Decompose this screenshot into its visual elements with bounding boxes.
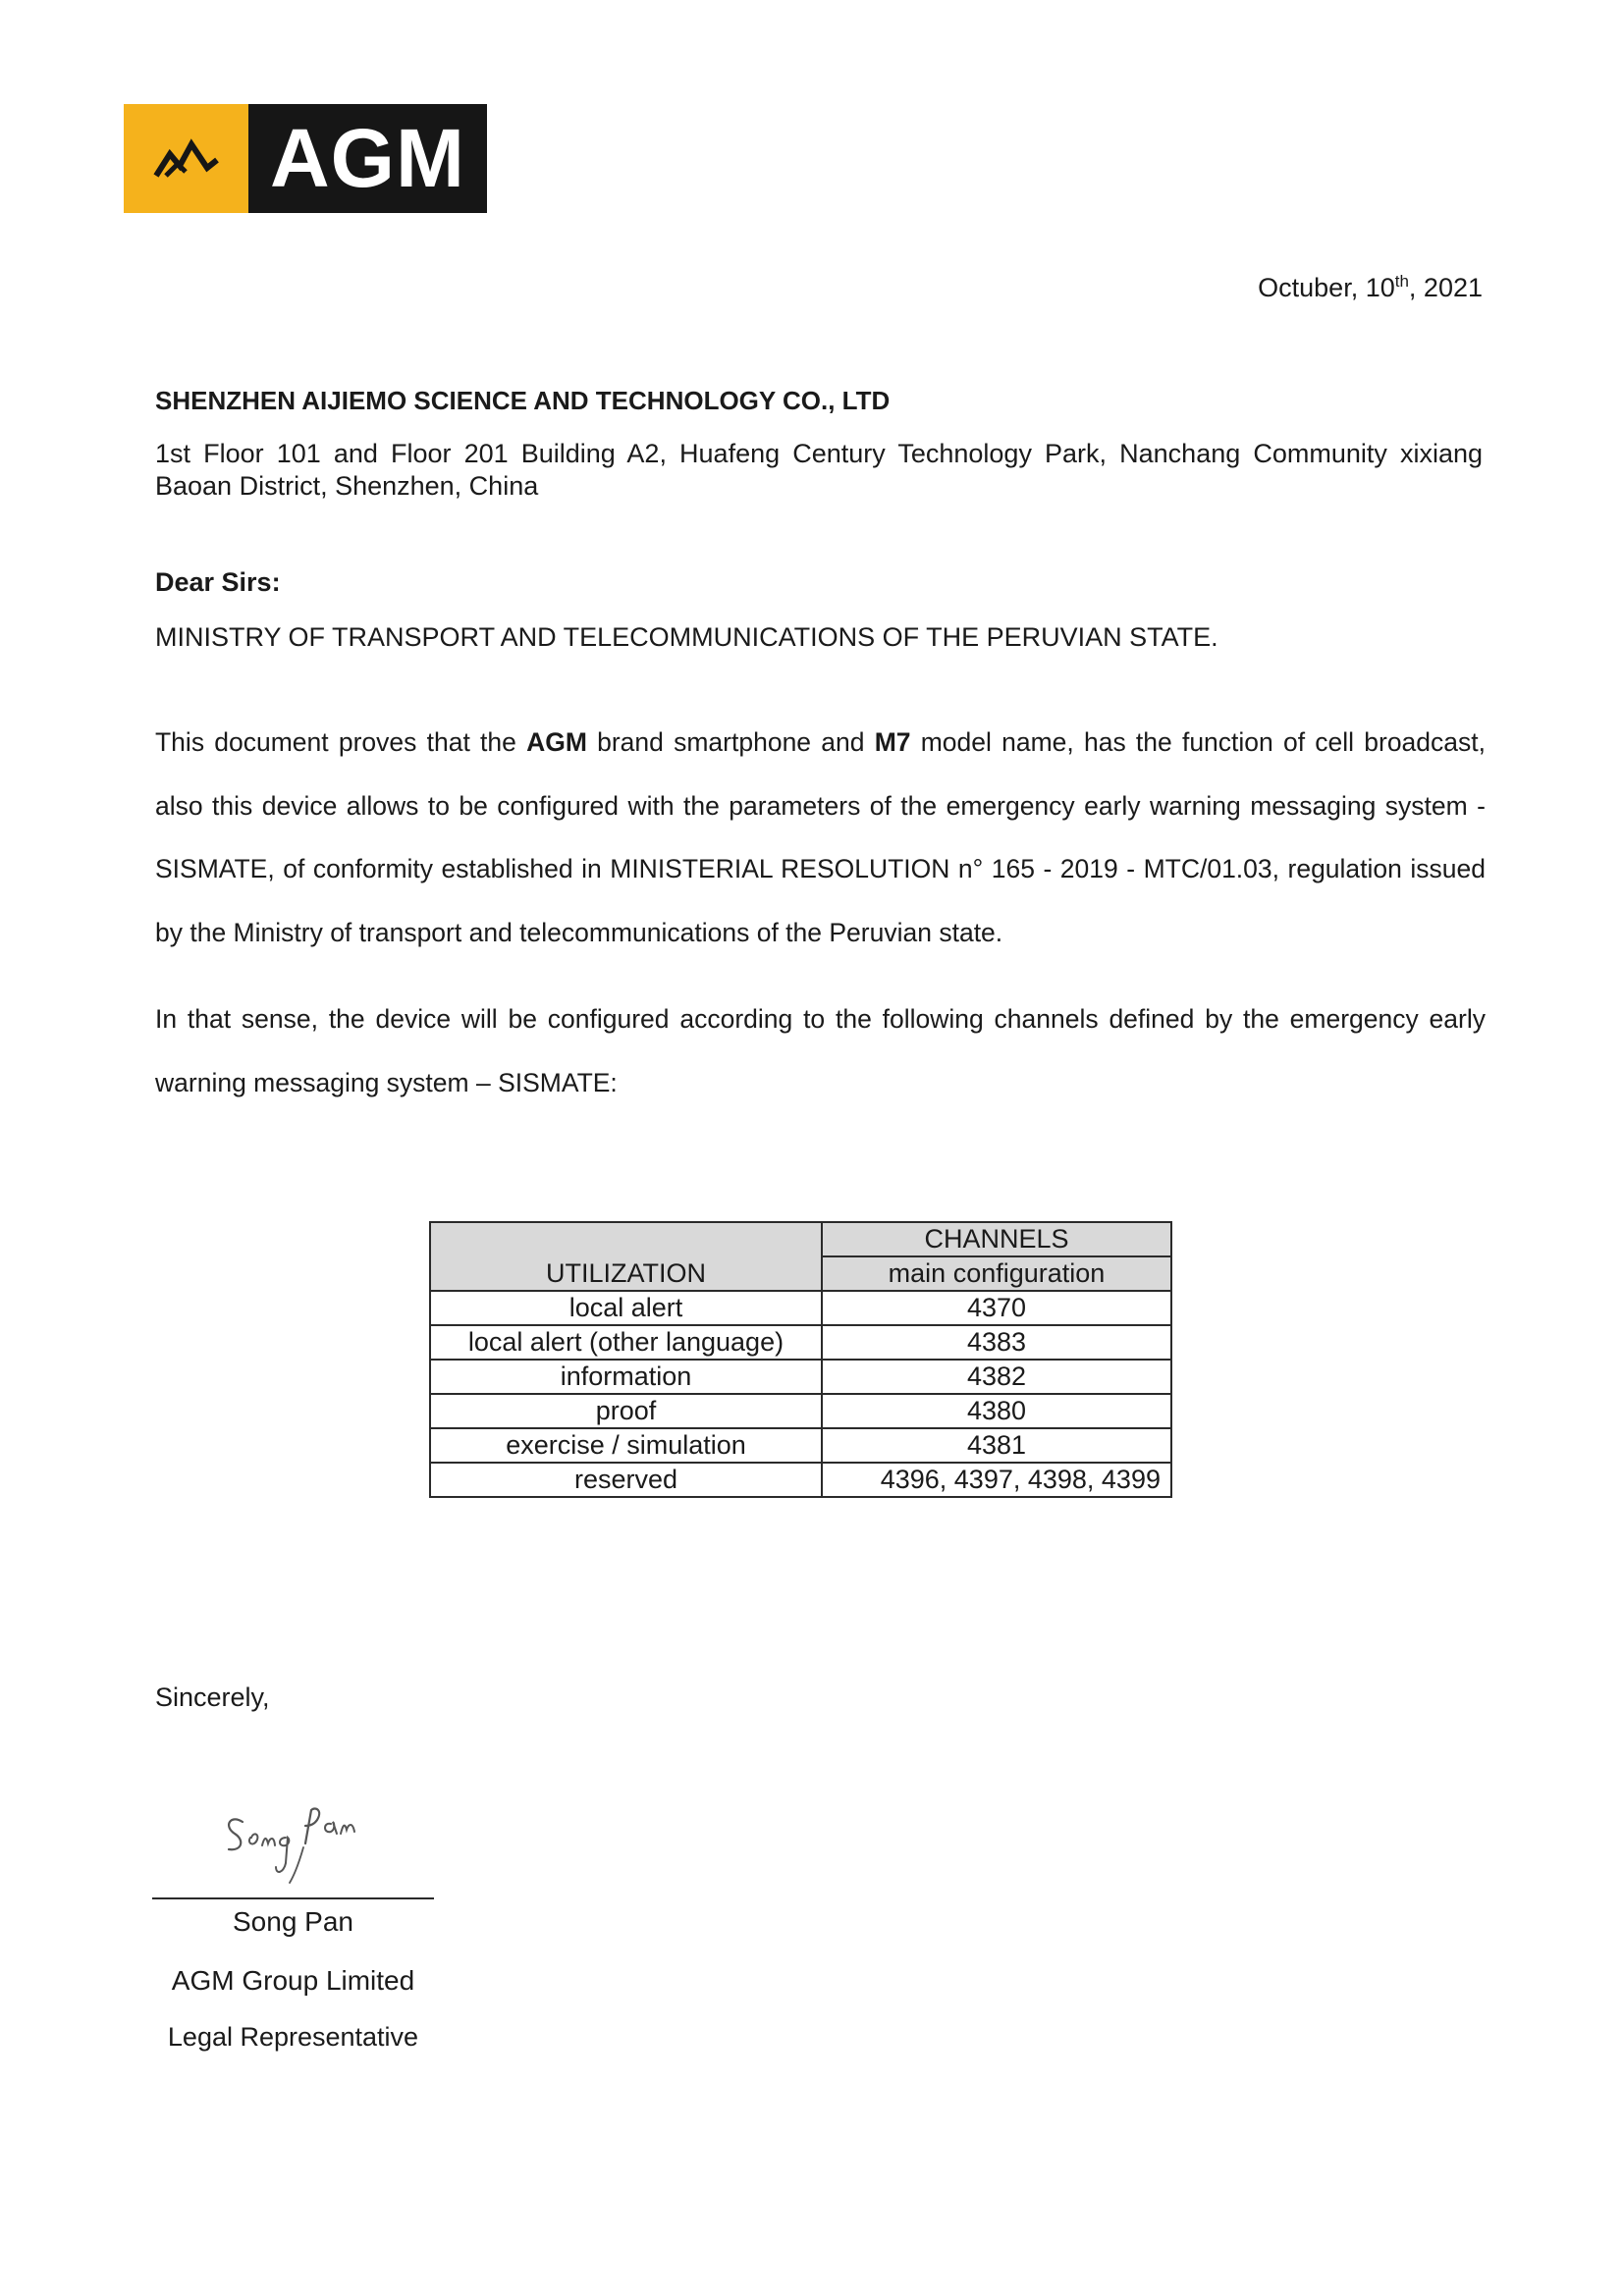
- signatory-title: Legal Representative: [167, 2022, 419, 2052]
- signatory-company: AGM Group Limited: [171, 1965, 415, 1996]
- paragraph-text: model name, has the function of cell broadcast, also this device allows to be configured with the parameters of the emergency early warning messaging system - SISMATE, of conformity established in MINISTERIAL RESOLUTION n° 165 - 2019 - MTC/01.03, regulation issued by the Ministry of transport and telecommunications of the Peruvian state.: [155, 727, 1486, 947]
- utilization-cell: proof: [430, 1394, 822, 1428]
- table-row: [430, 1325, 1171, 1360]
- brand-name: AGM: [526, 727, 587, 757]
- header-utilization: UTILIZATION: [430, 1222, 822, 1291]
- channel-cell: 4380: [822, 1394, 1171, 1428]
- utilization-cell: local alert: [430, 1291, 822, 1325]
- recipient-address: 1st Floor 101 and Floor 201 Building A2, Huafeng Century Technology Park, Nanchang Community xixiang Baoan District, Shenzhen, China: [155, 439, 1483, 501]
- table-row: [430, 1394, 1171, 1428]
- handwritten-signature: [221, 1804, 368, 1893]
- letter-date: [1258, 272, 1483, 303]
- body-paragraph-2: In that sense, the device will be configured according to the following channels defined by the emergency early warning messaging system – SISMATE:: [155, 1004, 1486, 1097]
- table-row: [430, 1291, 1171, 1325]
- channels-table: [429, 1221, 1172, 1498]
- signature-line: [152, 1897, 434, 1899]
- header-main-configuration: main configuration: [822, 1256, 1171, 1291]
- channel-cell: 4381: [822, 1428, 1171, 1463]
- logo-wordmark: [248, 104, 487, 213]
- date-main: Octuber, 10: [1258, 273, 1395, 302]
- table-row: [430, 1428, 1171, 1463]
- paragraph-text: brand smartphone and: [586, 727, 875, 757]
- body-paragraph-1: [155, 711, 1486, 964]
- header-channels: CHANNELS: [822, 1222, 1171, 1256]
- channel-cell: 4370: [822, 1291, 1171, 1325]
- greeting: Dear Sirs:: [155, 567, 281, 597]
- utilization-cell: information: [430, 1360, 822, 1394]
- date-suffix: th: [1394, 272, 1409, 291]
- table-row: [430, 1360, 1171, 1394]
- agm-logo: [124, 104, 487, 213]
- logo-text: AGM: [270, 112, 465, 204]
- date-year: , 2021: [1408, 273, 1483, 302]
- closing: Sincerely,: [155, 1682, 270, 1712]
- ministry-line: MINISTRY OF TRANSPORT AND TELECOMMUNICATIONS OF THE PERUVIAN STATE.: [155, 622, 1218, 652]
- table-row: [430, 1463, 1171, 1497]
- utilization-cell: local alert (other language): [430, 1325, 822, 1360]
- paragraph-text: This document proves that the: [155, 727, 527, 757]
- channel-cell: 4382: [822, 1360, 1171, 1394]
- model-name: M7: [874, 727, 911, 757]
- recipient-company: SHENZHEN AIJIEMO SCIENCE AND TECHNOLOGY CO., LTD: [155, 386, 891, 415]
- signatory-name: Song Pan: [233, 1906, 353, 1937]
- table-header-row: [430, 1222, 1171, 1256]
- utilization-cell: exercise / simulation: [430, 1428, 822, 1463]
- channel-cell: 4396, 4397, 4398, 4399: [822, 1463, 1171, 1497]
- utilization-cell: reserved: [430, 1463, 822, 1497]
- mountain-icon: [124, 104, 248, 213]
- channel-cell: 4383: [822, 1325, 1171, 1360]
